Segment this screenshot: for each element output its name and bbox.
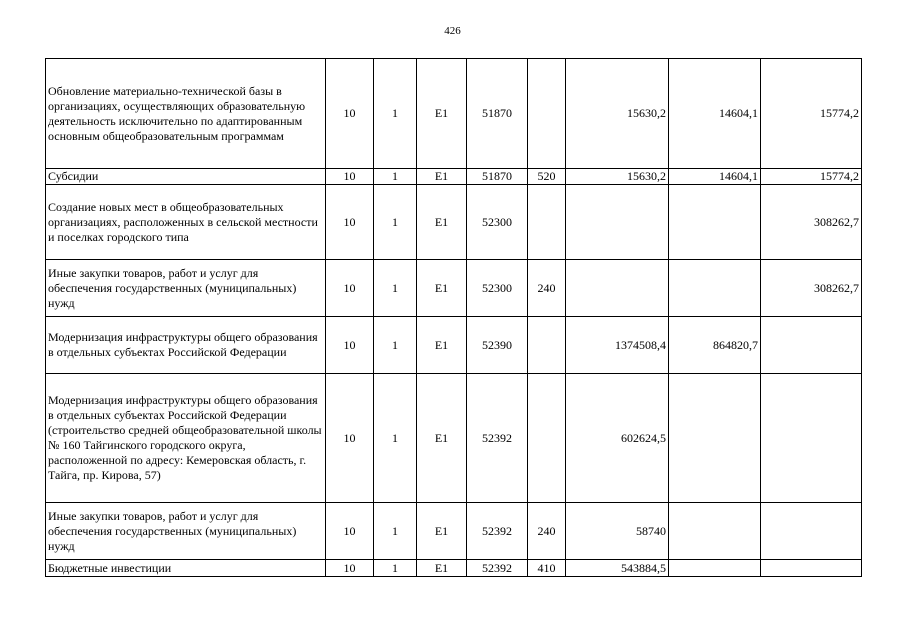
row-sum-1: 15630,2 bbox=[566, 169, 669, 185]
table-row bbox=[46, 260, 862, 317]
row-subsection: 1 bbox=[374, 503, 417, 560]
row-kind bbox=[528, 185, 566, 260]
row-item: 51870 bbox=[467, 59, 528, 169]
row-section: 10 bbox=[326, 169, 374, 185]
table-row bbox=[46, 185, 862, 260]
row-sum-3 bbox=[761, 374, 862, 503]
row-kind: 240 bbox=[528, 503, 566, 560]
row-sum-2 bbox=[669, 503, 761, 560]
row-program: Е1 bbox=[417, 317, 467, 374]
row-program: Е1 bbox=[417, 169, 467, 185]
row-section: 10 bbox=[326, 374, 374, 503]
row-subsection: 1 bbox=[374, 185, 417, 260]
table-row bbox=[46, 317, 862, 374]
row-sum-1 bbox=[566, 260, 669, 317]
row-kind bbox=[528, 59, 566, 169]
row-sum-2: 14604,1 bbox=[669, 169, 761, 185]
row-program: Е1 bbox=[417, 59, 467, 169]
row-item: 52300 bbox=[467, 185, 528, 260]
budget-table bbox=[45, 58, 862, 577]
row-program: Е1 bbox=[417, 185, 467, 260]
row-sum-1: 1374508,4 bbox=[566, 317, 669, 374]
row-sum-2 bbox=[669, 374, 761, 503]
table-row bbox=[46, 560, 862, 577]
row-name: Субсидии bbox=[46, 169, 326, 185]
row-item: 52392 bbox=[467, 560, 528, 577]
row-program: Е1 bbox=[417, 503, 467, 560]
row-section: 10 bbox=[326, 503, 374, 560]
row-sum-3: 308262,7 bbox=[761, 260, 862, 317]
row-kind bbox=[528, 374, 566, 503]
row-item: 52392 bbox=[467, 503, 528, 560]
row-sum-1: 543884,5 bbox=[566, 560, 669, 577]
row-subsection: 1 bbox=[374, 169, 417, 185]
row-kind: 520 bbox=[528, 169, 566, 185]
row-section: 10 bbox=[326, 185, 374, 260]
row-sum-2 bbox=[669, 560, 761, 577]
row-sum-3: 15774,2 bbox=[761, 59, 862, 169]
row-item: 51870 bbox=[467, 169, 528, 185]
row-program: Е1 bbox=[417, 260, 467, 317]
row-sum-3: 15774,2 bbox=[761, 169, 862, 185]
table-row bbox=[46, 503, 862, 560]
row-section: 10 bbox=[326, 317, 374, 374]
row-sum-3 bbox=[761, 317, 862, 374]
row-name: Иные закупки товаров, работ и услуг для обеспечения государственных (муниципальных) нужд bbox=[46, 503, 326, 560]
row-name: Обновление материально-технической базы в организациях, осуществляющих образовательную деятельность исключительно по адаптированным основным общеобразовательным программам bbox=[46, 59, 326, 169]
row-program: Е1 bbox=[417, 560, 467, 577]
row-sum-3: 308262,7 bbox=[761, 185, 862, 260]
row-name: Создание новых мест в общеобразовательных организациях, расположенных в сельской местности и поселках городского типа bbox=[46, 185, 326, 260]
row-subsection: 1 bbox=[374, 374, 417, 503]
row-subsection: 1 bbox=[374, 317, 417, 374]
row-kind bbox=[528, 317, 566, 374]
row-section: 10 bbox=[326, 59, 374, 169]
row-sum-1 bbox=[566, 185, 669, 260]
row-sum-1: 58740 bbox=[566, 503, 669, 560]
row-name: Иные закупки товаров, работ и услуг для обеспечения государственных (муниципальных) нужд bbox=[46, 260, 326, 317]
row-sum-2 bbox=[669, 185, 761, 260]
row-subsection: 1 bbox=[374, 260, 417, 317]
row-sum-3 bbox=[761, 560, 862, 577]
table-row bbox=[46, 59, 862, 169]
row-item: 52392 bbox=[467, 374, 528, 503]
row-subsection: 1 bbox=[374, 59, 417, 169]
row-sum-3 bbox=[761, 503, 862, 560]
row-sum-1: 15630,2 bbox=[566, 59, 669, 169]
row-section: 10 bbox=[326, 560, 374, 577]
row-kind: 410 bbox=[528, 560, 566, 577]
row-name: Модернизация инфраструктуры общего образования в отдельных субъектах Российской Федерации bbox=[46, 317, 326, 374]
page-number: 426 bbox=[444, 25, 461, 37]
row-name: Бюджетные инвестиции bbox=[46, 560, 326, 577]
row-subsection: 1 bbox=[374, 560, 417, 577]
table-row bbox=[46, 169, 862, 185]
row-sum-2: 14604,1 bbox=[669, 59, 761, 169]
table-row bbox=[46, 374, 862, 503]
row-section: 10 bbox=[326, 260, 374, 317]
row-item: 52300 bbox=[467, 260, 528, 317]
row-program: Е1 bbox=[417, 374, 467, 503]
row-kind: 240 bbox=[528, 260, 566, 317]
row-sum-2 bbox=[669, 260, 761, 317]
row-name: Модернизация инфраструктуры общего образования в отдельных субъектах Российской Федерации (строительство средней общеобразовательной школы № 160 Тайгинского городского округа, расположенной по адресу: Кемеровская область, г. Тайга, пр. Кирова, 57) bbox=[46, 374, 326, 503]
row-sum-2: 864820,7 bbox=[669, 317, 761, 374]
row-item: 52390 bbox=[467, 317, 528, 374]
row-sum-1: 602624,5 bbox=[566, 374, 669, 503]
